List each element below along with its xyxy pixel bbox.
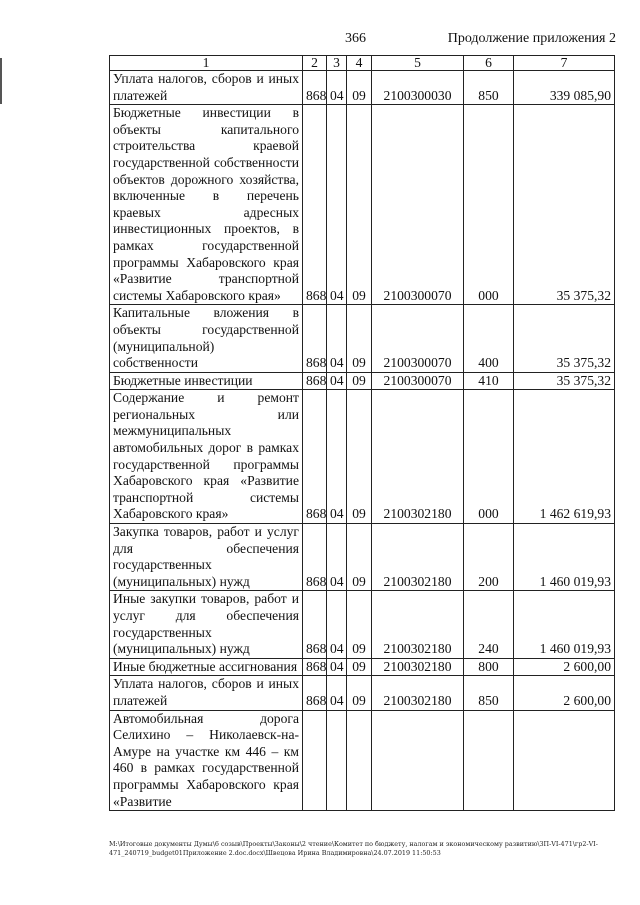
cell-rz: 04 bbox=[327, 305, 347, 372]
cell-pr: 09 bbox=[347, 591, 372, 658]
cell-pr: 09 bbox=[347, 524, 372, 591]
cell-csr: 2100300070 bbox=[372, 305, 464, 372]
row-name: Закупка товаров, работ и услуг для обеспечения государственных (муниципальных) нужд bbox=[110, 524, 303, 591]
row-name: Уплата налогов, сборов и иных платежей bbox=[110, 676, 303, 710]
column-header: 2 bbox=[303, 56, 327, 71]
row-name: Уплата налогов, сборов и иных платежей bbox=[110, 71, 303, 105]
cell-sum: 339 085,90 bbox=[514, 71, 615, 105]
cell-sum: 1 460 019,93 bbox=[514, 524, 615, 591]
cell-csr: 2100300030 bbox=[372, 71, 464, 105]
cell-rz: 04 bbox=[327, 71, 347, 105]
column-header: 6 bbox=[464, 56, 514, 71]
cell-sum: 35 375,32 bbox=[514, 372, 615, 390]
cell-vr: 850 bbox=[464, 71, 514, 105]
table-row bbox=[110, 372, 615, 390]
document-path-footer: М:\Итоговые документы Думы\6 созыв\Проекты\Законы\2 чтение\Комитет по бюджету, налогам и экономическому развитию\ЗП-VI-471\гр2-VI-471_240719_budget01Приложение 2.doc.docx\Швецова Ирина Владимировна\24.07.2019 11:50:53 bbox=[109, 840, 598, 857]
row-name: Капитальные вложения в объекты государственной (муниципальной) собственности bbox=[110, 305, 303, 372]
cell-vr: 000 bbox=[464, 105, 514, 305]
cell-grbs: 868 bbox=[303, 658, 327, 676]
cell-sum: 35 375,32 bbox=[514, 305, 615, 372]
row-name: Содержание и ремонт региональных или межмуниципальных автомобильных дорог в рамках государственной программы Хабаровского края «Развитие транспортной системы Хабаровского края» bbox=[110, 390, 303, 524]
cell-rz: 04 bbox=[327, 390, 347, 524]
cell-grbs: 868 bbox=[303, 305, 327, 372]
cell-grbs: 868 bbox=[303, 524, 327, 591]
cell-grbs: 868 bbox=[303, 71, 327, 105]
cell-pr: 09 bbox=[347, 71, 372, 105]
row-name: Бюджетные инвестиции bbox=[110, 372, 303, 390]
cell-rz: 04 bbox=[327, 372, 347, 390]
cell-pr: 09 bbox=[347, 676, 372, 710]
column-header: 1 bbox=[110, 56, 303, 71]
table-header bbox=[110, 56, 615, 71]
cell-csr bbox=[372, 710, 464, 811]
table-row bbox=[110, 105, 615, 305]
table-row bbox=[110, 658, 615, 676]
cell-csr: 2100302180 bbox=[372, 524, 464, 591]
cell-vr bbox=[464, 710, 514, 811]
cell-csr: 2100300070 bbox=[372, 372, 464, 390]
table-row bbox=[110, 305, 615, 372]
cell-csr: 2100302180 bbox=[372, 390, 464, 524]
left-margin-mark bbox=[0, 58, 2, 104]
cell-rz bbox=[327, 710, 347, 811]
row-name: Иные закупки товаров, работ и услуг для обеспечения государственных (муниципальных) нужд bbox=[110, 591, 303, 658]
cell-sum: 2 600,00 bbox=[514, 676, 615, 710]
cell-rz: 04 bbox=[327, 658, 347, 676]
column-numbers-row bbox=[110, 56, 615, 71]
table-row bbox=[110, 591, 615, 658]
cell-rz: 04 bbox=[327, 676, 347, 710]
cell-sum: 1 460 019,93 bbox=[514, 591, 615, 658]
cell-sum: 35 375,32 bbox=[514, 105, 615, 305]
budget-table bbox=[109, 55, 615, 811]
cell-sum bbox=[514, 710, 615, 811]
cell-csr: 2100302180 bbox=[372, 591, 464, 658]
cell-vr: 400 bbox=[464, 305, 514, 372]
table-row bbox=[110, 390, 615, 524]
cell-pr: 09 bbox=[347, 105, 372, 305]
column-header: 3 bbox=[327, 56, 347, 71]
table-row bbox=[110, 71, 615, 105]
column-header: 5 bbox=[372, 56, 464, 71]
cell-vr: 000 bbox=[464, 390, 514, 524]
cell-vr: 200 bbox=[464, 524, 514, 591]
row-name: Автомобильная дорога Селихино – Николаевск-на-Амуре на участке км 446 – км 460 в рамках государственной программы Хабаровского края «Развитие bbox=[110, 710, 303, 811]
cell-grbs: 868 bbox=[303, 591, 327, 658]
cell-pr: 09 bbox=[347, 372, 372, 390]
cell-vr: 850 bbox=[464, 676, 514, 710]
cell-vr: 240 bbox=[464, 591, 514, 658]
cell-vr: 800 bbox=[464, 658, 514, 676]
row-name: Иные бюджетные ассигнования bbox=[110, 658, 303, 676]
cell-rz: 04 bbox=[327, 524, 347, 591]
table-row bbox=[110, 676, 615, 710]
table-row bbox=[110, 710, 615, 811]
cell-rz: 04 bbox=[327, 105, 347, 305]
cell-pr bbox=[347, 710, 372, 811]
cell-grbs: 868 bbox=[303, 372, 327, 390]
continuation-label: Продолжение приложения 2 bbox=[447, 31, 616, 46]
cell-csr: 2100302180 bbox=[372, 676, 464, 710]
cell-rz: 04 bbox=[327, 591, 347, 658]
cell-sum: 1 462 619,93 bbox=[514, 390, 615, 524]
cell-csr: 2100300070 bbox=[372, 105, 464, 305]
cell-pr: 09 bbox=[347, 658, 372, 676]
cell-grbs bbox=[303, 710, 327, 811]
cell-pr: 09 bbox=[347, 390, 372, 524]
column-header: 4 bbox=[347, 56, 372, 71]
page-number: 366 bbox=[345, 31, 366, 46]
cell-grbs: 868 bbox=[303, 105, 327, 305]
row-name: Бюджетные инвестиции в объекты капитального строительства краевой государственной собственности объектов дорожного хозяйства, включенные в перечень краевых адресных инвестиционных проектов, в рамках государственной программы Хабаровского края «Развитие транспортной системы Хабаровского края» bbox=[110, 105, 303, 305]
cell-grbs: 868 bbox=[303, 676, 327, 710]
table-row bbox=[110, 524, 615, 591]
cell-vr: 410 bbox=[464, 372, 514, 390]
cell-pr: 09 bbox=[347, 305, 372, 372]
column-header: 7 bbox=[514, 56, 615, 71]
cell-grbs: 868 bbox=[303, 390, 327, 524]
cell-csr: 2100302180 bbox=[372, 658, 464, 676]
cell-sum: 2 600,00 bbox=[514, 658, 615, 676]
